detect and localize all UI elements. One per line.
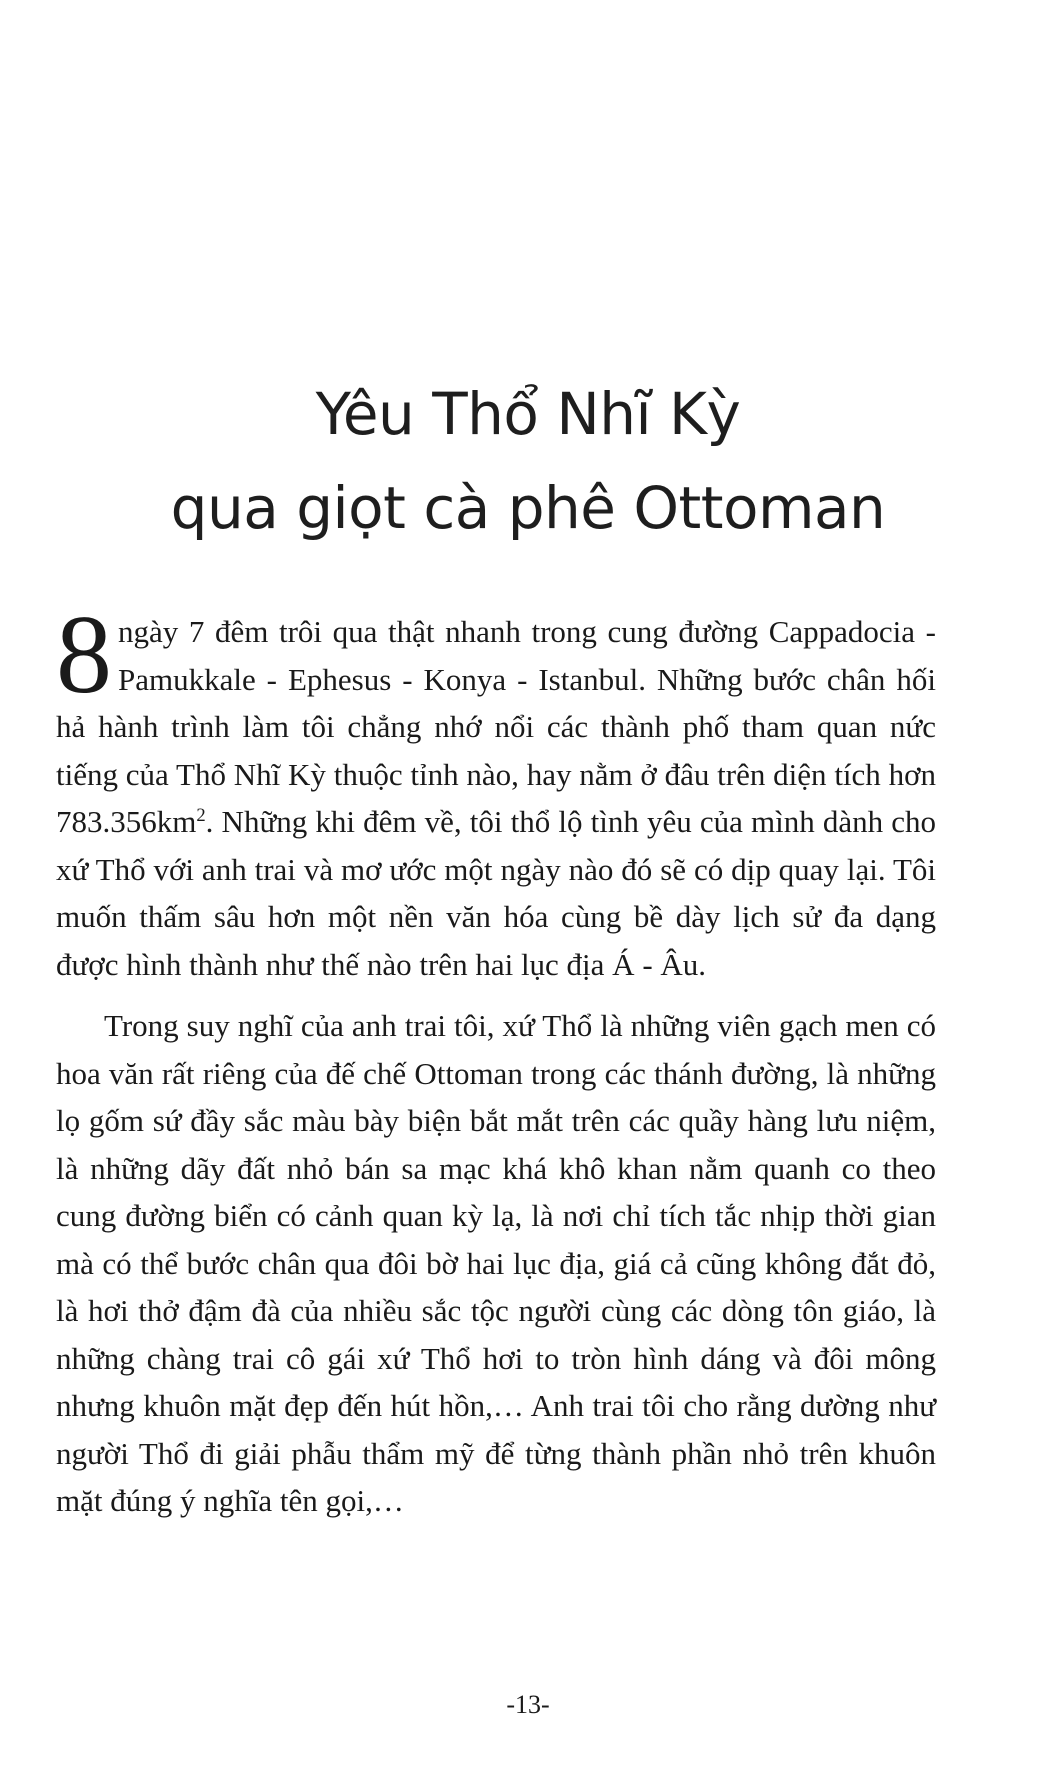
paragraph-2: Trong suy nghĩ của anh trai tôi, xứ Thổ là những viên gạch men có hoa văn rất riêng của đế chế Ottoman trong các thánh đường, là những lọ gốm sứ đầy sắc màu bày biện bắt mắt trên các quầy hàng lưu niệm, là những dãy đất nhỏ bán sa mạc khá khô khan nằm quanh co theo cung đường biển có cảnh quan kỳ lạ, là nơi chỉ tích tắc nhịp thời gian mà có thể bước chân qua đôi bờ hai lục địa, giá cả cũng không đắt đỏ, là hơi thở đậm đà của nhiều sắc tộc người cùng các dòng tôn giáo, là những chàng trai cô gái xứ Thổ hơi to tròn hình dáng và đôi mông nhưng khuôn mặt đẹp đến hút hồn,… Anh trai tôi cho rằng dường như người Thổ đi giải phẫu thẩm mỹ để từng thành phần nhỏ trên khuôn mặt đúng ý nghĩa tên gọi,… [56,1008,936,1518]
paragraph-1 [56,593,936,988]
body-text [56,593,936,1525]
paragraph-1-text-b: . Những khi đêm về, tôi thổ lộ tình yêu của mình dành cho xứ Thổ với anh trai và mơ ước một ngày nào đó sẽ có dịp quay lại. Tôi muốn thấm sâu hơn một nền văn hóa cùng bề dày lịch sử đa dạng được hình thành như thế nào trên hai lục địa Á - Âu. [56,804,936,982]
chapter-title-line-1: Yêu Thổ Nhĩ Kỳ [315,379,741,448]
chapter-title-line-2: qua giọt cà phê Ottoman [170,473,886,542]
paragraph-1-text-a: ngày 7 đêm trôi qua thật nhanh trong cung đường Cappadocia - Pamukkale - Ephesus - Konya - Istanbul. Những bước chân hối hả hành trình làm tôi chẳng nhớ nổi các thành phố tham quan nức tiếng của Thổ Nhĩ Kỳ thuộc tỉnh nào, hay nằm ở đâu trên diện tích hơn 783.356km [56,614,936,839]
drop-cap: 8 [56,593,112,717]
page-number: -13- [506,1690,550,1719]
superscript-2: 2 [196,804,206,826]
chapter-title [0,367,1056,555]
